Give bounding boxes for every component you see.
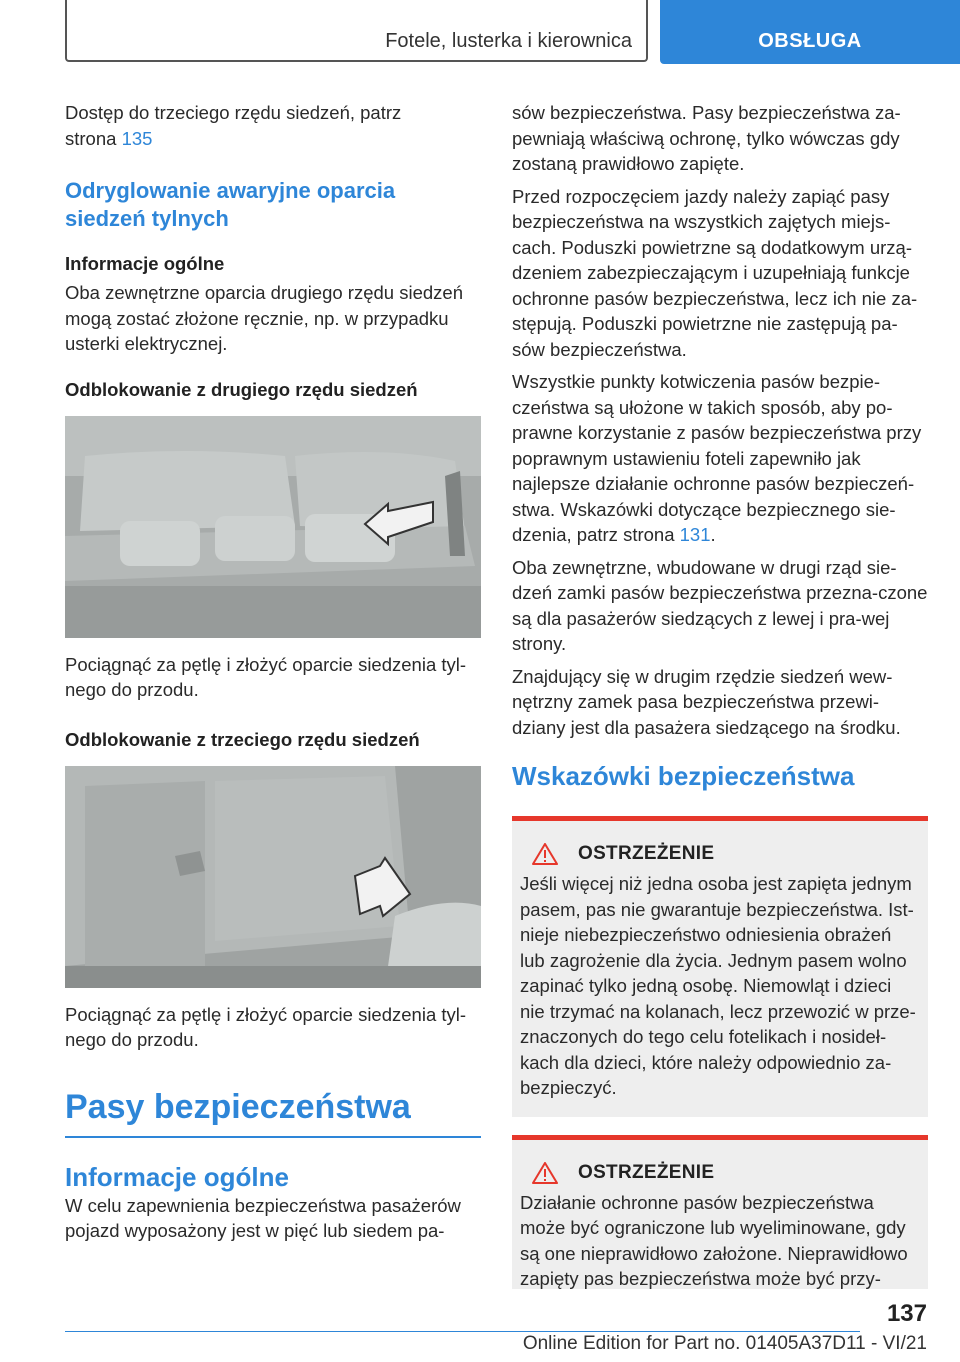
- page-link-135[interactable]: 135: [121, 127, 153, 149]
- seat-belts-intro: W celu zapewnienia bezpieczeństwa pasażerów pojazd wyposażony jest w pięć lub siedem pa-: [65, 1194, 461, 1241]
- warning-title: OSTRZEŻENIE: [578, 843, 715, 864]
- section-tab-label: OBSŁUGA: [758, 30, 862, 52]
- intro-text: Dostęp do trzeciego rzędu siedzeń, patrz strona 135: [65, 102, 402, 149]
- third-row-seat-photo: [65, 766, 481, 988]
- seat-illustration: [65, 416, 481, 638]
- belts-para-5: Znajdujący się w drugim rzędzie siedzeń wew-nętrzny zamek pasa bezpieczeństwa przewi-dziany jest dla pasażera siedzącego na środku.: [512, 665, 901, 738]
- right-column: [512, 100, 928, 1289]
- warning-box-2: [512, 1135, 928, 1289]
- unlock-third-row-heading: Odblokowanie z trzeciego rzędu siedzeń: [65, 728, 420, 750]
- chapter-title: Fotele, lusterka i kierownica: [385, 30, 632, 52]
- left-column: [65, 100, 481, 1244]
- seat-illustration: [65, 766, 481, 988]
- page-header: [0, 0, 960, 64]
- unlock-second-row-heading: Odblokowanie z drugiego rzędu siedzeń: [65, 378, 418, 400]
- warning-text: Działanie ochronne pasów bezpieczeństwa może być ograniczone lub wyeliminowane, gdy są one nieprawidłowo założone. Nieprawidłowo zapięty pas bezpieczeństwa może być przy-: [520, 1191, 908, 1289]
- warning-triangle-icon: [532, 843, 558, 865]
- chapter-title-box: [65, 0, 648, 62]
- caption-third-row: Pociągnąć za pętlę i złożyć oparcie siedzenia tyl-nego do przodu.: [65, 1003, 467, 1050]
- warning-title: OSTRZEŻENIE: [578, 1161, 715, 1183]
- page-number: 137: [886, 1300, 927, 1327]
- safety-notes-title: Wskazówki bezpieczeństwa: [512, 761, 855, 791]
- warning-text: Jeśli więcej niż jedna osoba jest zapięta jednym pasem, pas nie gwarantuje bezpieczeństwa. Ist-nieje niebezpieczeństwo odniesienia obrażeń lub zagrożenie dla życia. Jednym pasem wolno zapinać tylko jedną osobę. Niemowląt i dzieci nie trzymać na kolanach, lecz przewozić w prze-znaczonych do tego celu fotelikach i nosideł-kach dla dzieci, które należy odpowiednio za-bezpieczyć.: [520, 873, 916, 1098]
- general-info-heading: Informacje ogólne: [65, 1161, 289, 1192]
- section-title-emergency-unlock: Odryglowanie awaryjne oparcia siedzeń tylnych: [65, 178, 396, 231]
- seat-belts-title: Pasy bezpieczeństwa: [65, 1087, 411, 1126]
- page-link-131[interactable]: 131: [679, 524, 711, 545]
- edition-note: Online Edition for Part no. 01405A37D11 - VI/21: [522, 1333, 927, 1354]
- section-tab[interactable]: [660, 0, 960, 64]
- info-heading: Informacje ogólne: [65, 253, 225, 274]
- belts-para-3: Wszystkie punkty kotwiczenia pasów bezpie-czeństwa są ułożone w takich sposób, aby po-prawne korzystanie z pasów bezpieczeństwa przy poprawnym ustawieniu foteli zapewniło jak najlepsze działanie ochronne pasów bezpieczeń-stwa. Wskazówki dotyczące bezpiecznego sie-dzenia, patrz strona 131.: [512, 371, 922, 545]
- belts-para-4: Oba zewnętrzne, wbudowane w drugi rząd sie-dzeń zamki pasów bezpieczeństwa przezna-czone są dla pasażerów siedzących z lewej i pra-wej strony.: [512, 556, 928, 654]
- caption-second-row: Pociągnąć za pętlę i złożyć oparcie siedzenia tyl-nego do przodu.: [65, 653, 467, 700]
- belts-para-1: sów bezpieczeństwa. Pasy bezpieczeństwa za-pewniają właściwą ochronę, tylko wówczas gdy zostaną prawidłowo zapięte.: [512, 102, 901, 174]
- warning-box-1: [512, 816, 928, 1117]
- warning-triangle-icon: [532, 1162, 558, 1184]
- belts-para-2: Przed rozpoczęciem jazdy należy zapiąć pasy bezpieczeństwa na wszystkich zajętych miejs-cach. Poduszki powietrzne są dodatkowym urzą-dzeniem zabezpieczającym i uzupełniają funkcje ochronne pasów bezpieczeństwa, lecz ich nie za-stępują. Poduszki powietrzne nie zastępują pa-sów bezpieczeństwa.: [512, 185, 918, 360]
- info-text: Oba zewnętrzne oparcia drugiego rzędu siedzeń mogą zostać złożone ręcznie, np. w przypadku usterki elektrycznej.: [65, 282, 463, 354]
- footer-rule: [65, 1331, 860, 1332]
- second-row-seat-photo: [65, 416, 481, 638]
